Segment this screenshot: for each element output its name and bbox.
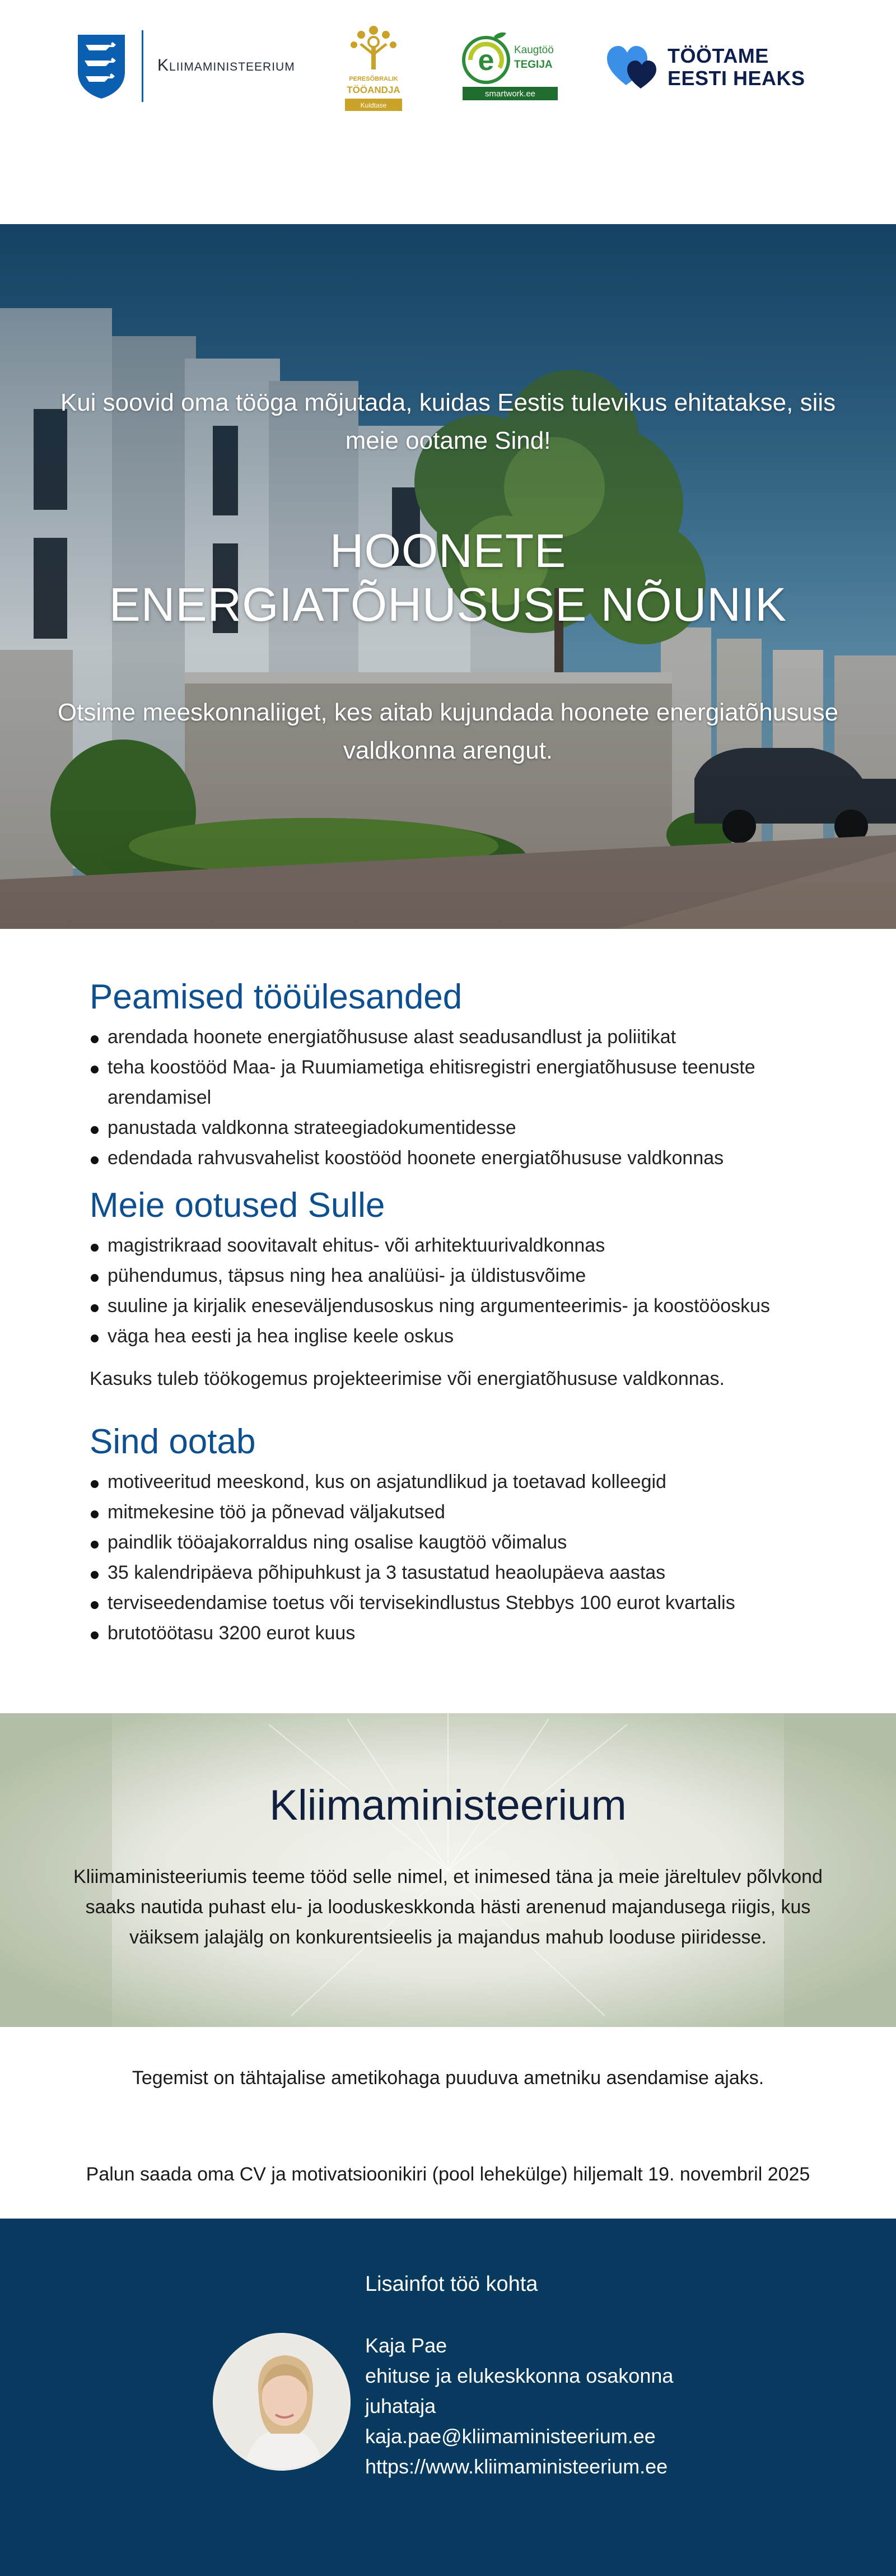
smartwork-line1: Kaugtöö xyxy=(514,44,554,56)
family-friendly-level: Kuldtase xyxy=(360,101,387,109)
job-title: HOONETE ENERGIATÕHUSUSE NÕUNIK xyxy=(109,524,787,631)
list-item: mitmekesine töö ja põnevad väljakutsed xyxy=(90,1497,818,1527)
list-item: terviseedendamise toetus või tervisekindlustus Stebbys 100 eurot kvartalis xyxy=(90,1588,818,1618)
divider-line xyxy=(142,30,143,102)
tootame-text xyxy=(668,45,805,90)
expectations-section xyxy=(90,1183,818,1394)
kliimaministeerium-logo[interactable] xyxy=(76,28,305,104)
list-item: arendada hoonete energiatõhususe alast seadusandlust ja poliitikat xyxy=(90,1022,818,1052)
expectations-list xyxy=(90,1230,818,1351)
offer-list xyxy=(90,1467,818,1648)
tootame-eesti-heaks-logo xyxy=(606,40,808,94)
list-item: brutotöötasu 3200 eurot kuus xyxy=(90,1618,818,1648)
contact-email-link[interactable]: kaja.pae@kliimaministeerium.ee xyxy=(365,2425,656,2448)
coat-of-arms-icon xyxy=(76,32,127,100)
temporary-position-notice: Tegemist on tähtajalise ametikohaga puuduva ametniku asendamise ajaks. xyxy=(132,2067,764,2089)
hero-intro-text: Kui soovid oma tööga mõjutada, kuidas Eestis tulevikus ehitatakse, siis meie ootame Sind! xyxy=(60,389,836,454)
list-item: teha koostööd Maa- ja Ruumiametiga ehitisregistri energiatõhususe teenuste arendamisel xyxy=(90,1052,818,1113)
tasks-list xyxy=(90,1022,818,1173)
smartwork-site: smartwork.ee xyxy=(484,89,536,99)
hearts-icon xyxy=(606,40,662,94)
list-item: magistrikraad soovitavalt ehitus- või arhitektuurivaldkonnas xyxy=(90,1230,818,1261)
offer-heading: Sind ootab xyxy=(90,1422,256,1461)
list-item: suuline ja kirjalik eneseväljendusoskus ning argumenteerimis- ja koostööoskus xyxy=(90,1291,818,1321)
family-friendly-employer-logo xyxy=(343,22,404,112)
contact-name: Kaja Pae xyxy=(365,2334,447,2357)
contact-person-photo xyxy=(215,2335,351,2471)
ministry-name: Kliimaministeerium xyxy=(157,56,295,75)
list-item: väga hea eesti ja hea inglise keele oskus xyxy=(90,1321,818,1351)
family-friendly-line1: PERESÕBRALIK xyxy=(349,76,398,82)
tasks-section xyxy=(90,975,818,1173)
logo-strip xyxy=(0,0,896,224)
family-friendly-line2: TÖÖANDJA xyxy=(347,85,400,95)
svg-text:e: e xyxy=(478,44,494,77)
contact-footer xyxy=(0,2219,896,2576)
list-item: panustada valdkonna strateegiadokumentidesse xyxy=(90,1113,818,1143)
tootame-line1: TÖÖTAME xyxy=(668,44,769,67)
list-item: paindlik tööajakorraldus ning osalise kaugtöö võimalus xyxy=(90,1527,818,1557)
experience-note: Kasuks tuleb töökogemus projekteerimise või energiatõhususe valdkonnas. xyxy=(90,1368,725,1389)
application-deadline: Palun saada oma CV ja motivatsioonikiri (pool lehekülge) hiljemalt 19. novembril 2025 xyxy=(86,2164,810,2185)
list-item: pühendumus, täpsus ning hea analüüsi- ja üldistusvõime xyxy=(90,1261,818,1291)
list-item: edendada rahvusvahelist koostööd hoonete energiatõhususe valdkonnas xyxy=(90,1143,818,1173)
hero-subtitle: Otsime meeskonnaliiget, kes aitab kujundada hoonete energiatõhususe valdkonna arengut. xyxy=(57,699,839,764)
contact-heading: Lisainfot töö kohta xyxy=(365,2272,538,2296)
tasks-heading: Peamised tööülesanded xyxy=(90,978,463,1016)
job-details xyxy=(90,975,818,1648)
contact-details xyxy=(365,2331,757,2482)
list-item: 35 kalendripäeva põhipuhkust ja 3 tasustatud heaolupäeva aastas xyxy=(90,1557,818,1588)
expectations-heading: Meie ootused Sulle xyxy=(90,1186,385,1225)
avatar xyxy=(213,2333,351,2471)
organisation-title: Kliimaministeerium xyxy=(269,1782,627,1829)
tootame-line2: EESTI HEAKS xyxy=(668,67,805,90)
list-item: motiveeritud meeskond, kus on asjatundlikud ja toetavad kolleegid xyxy=(90,1467,818,1497)
smartwork-line2: TEGIJA xyxy=(514,59,553,71)
website-link[interactable]: https://www.kliimaministeerium.ee xyxy=(365,2455,668,2478)
organisation-section xyxy=(0,1713,896,2027)
contact-role-line2: juhataja xyxy=(365,2394,436,2417)
smartwork-logo xyxy=(458,31,562,101)
family-tree-icon xyxy=(343,22,404,112)
offer-section xyxy=(90,1420,818,1648)
hero-banner xyxy=(0,224,896,929)
contact-role-line1: ehituse ja elukeskkonna osakonna xyxy=(365,2364,674,2387)
organisation-description: Kliimaministeeriumis teeme tööd selle nimel, et inimesed täna ja meie järeltulev põlvkond saaks nautida puhast elu- ja looduskeskkonda hästi arenenud majandusega riigis, kus väiksem jalajälg on konkurentsieelis ja majandus mahub looduse piiridesse. xyxy=(73,1866,823,1948)
smartwork-e-icon xyxy=(458,31,562,101)
